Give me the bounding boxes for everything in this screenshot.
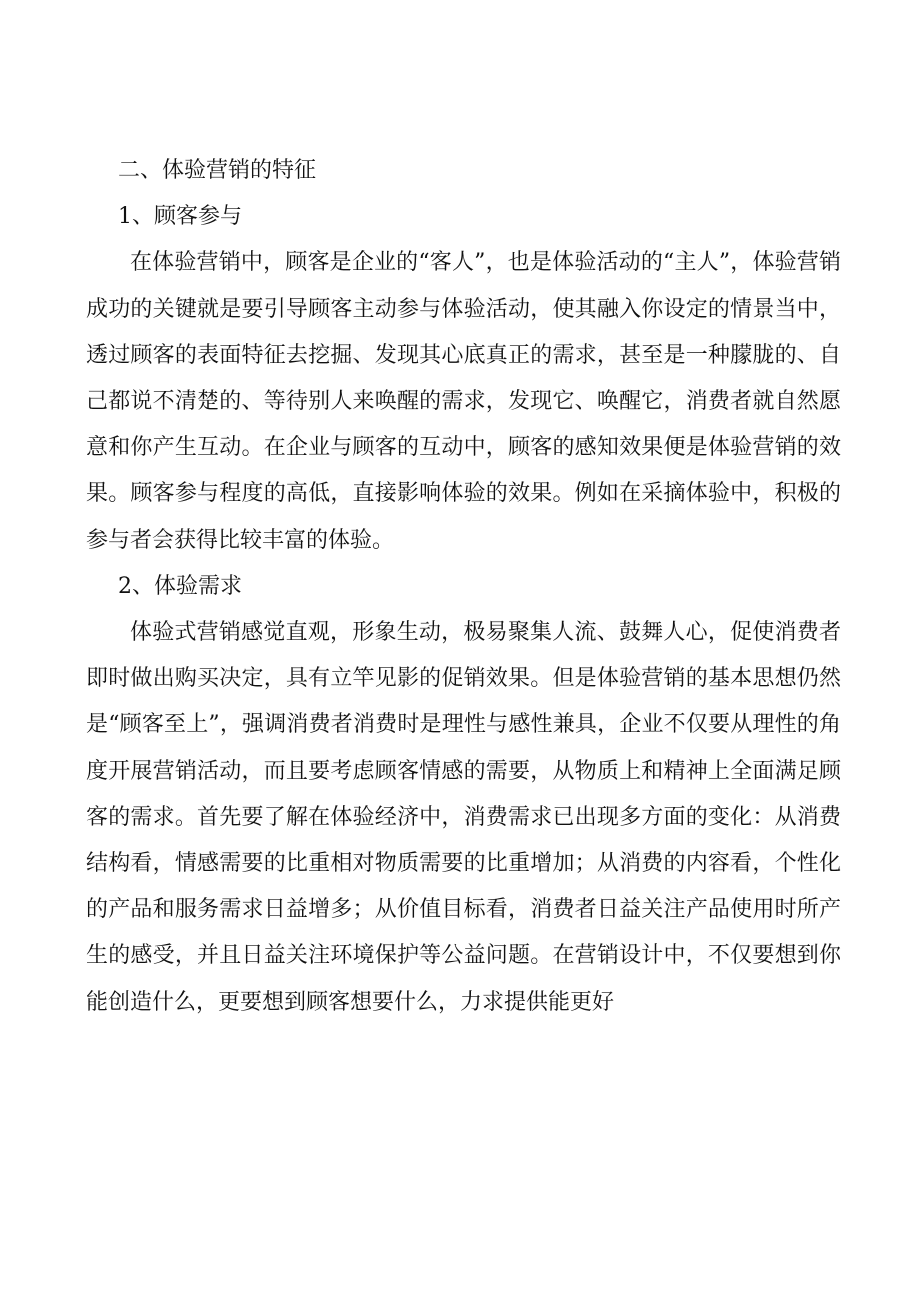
subsection-title-customer-participation: 1、顾客参与 (118, 204, 242, 230)
subsection-title-experience-demand: 2、体验需求 (118, 573, 242, 599)
paragraph-experience-demand: 体验式营销感觉直观，形象生动，极易聚集人流、鼓舞人心，促使消费者即时做出购买决定，具有立竿见影的促销效果。但是体验营销的基本思想仍然是“顾客至上”，强调消费者消费时是理性与感性兼具，企业不仅要从理性的角度开展营销活动，而且要考虑顾客情感的需要，从物质上和精神上全面满足顾客的需求。首先要了解在体验经济中，消费需求已出现多方面的变化：从消费结构看，情感需要的比重相对物质需要的比重增加；从消费的内容看，个性化的产品和服务需求日益增多；从价值目标看，消费者日益关注产品使用时所产生的感受，并且日益关注环境保护等公益问题。在营销设计中，不仅要想到你能创造什么，更要想到顾客想要什么，力求提供能更好 (86, 620, 841, 1015)
document-body (86, 148, 841, 1026)
section-heading: 二、体验营销的特征 (118, 158, 317, 183)
paragraph-customer-participation: 在体验营销中，顾客是企业的“客人”，也是体验活动的“主人”，体验营销成功的关键就是要引导顾客主动参与体验活动，使其融入你设定的情景当中，透过顾客的表面特征去挖掘、发现其心底真正的需求，甚至是一种朦胧的、自己都说不清楚的、等待别人来唤醒的需求，发现它、唤醒它，消费者就自然愿意和你产生互动。在企业与顾客的互动中，顾客的感知效果便是体验营销的效果。顾客参与程度的高低，直接影响体验的效果。例如在采摘体验中，积极的参与者会获得比较丰富的体验。 (86, 250, 841, 553)
